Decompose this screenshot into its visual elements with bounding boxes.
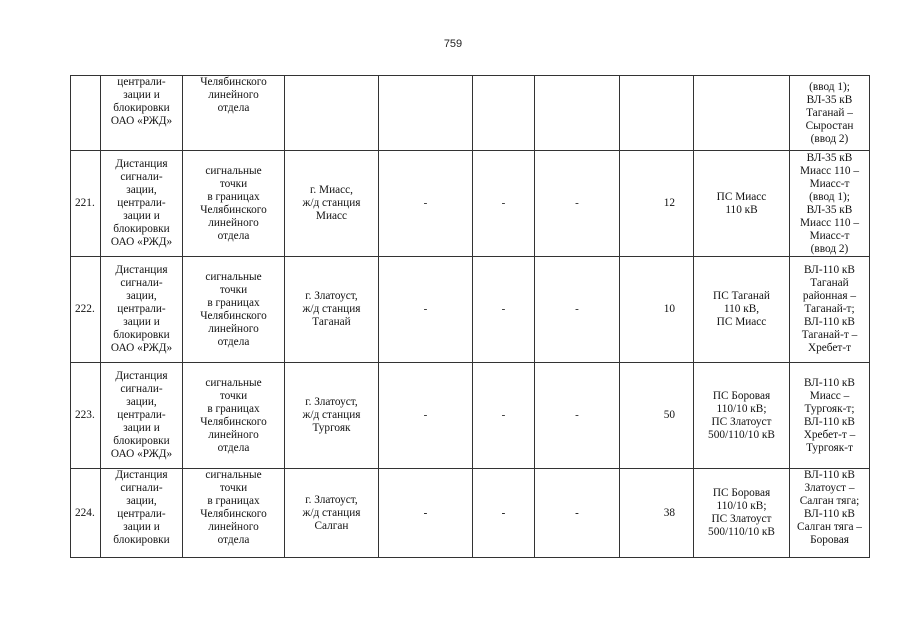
- dash-cell: -: [379, 363, 473, 469]
- object-cell: сигнальные точки в границах Челябинского линейного отдела: [183, 257, 285, 363]
- object-cell: сигнальные точки в границах Челябинского линейного отдела: [183, 151, 285, 257]
- table-row: [71, 363, 870, 469]
- substation-cell: ПС Боровая 110/10 кВ; ПС Златоуст 500/110/10 кВ: [694, 469, 790, 558]
- object-cell: Челябинского линейного отдела: [183, 76, 285, 151]
- dash-cell: -: [535, 363, 620, 469]
- dash-cell: -: [379, 469, 473, 558]
- location-cell: [285, 76, 379, 151]
- row-number: 223.: [71, 363, 101, 469]
- table-row: [71, 469, 870, 558]
- power-lines-cell: ВЛ-110 кВ Миасс – Тургояк-т; ВЛ-110 кВ Хребет-т – Тургояк-т: [790, 363, 870, 469]
- dash-cell: -: [379, 151, 473, 257]
- row-number: 221.: [71, 151, 101, 257]
- power-lines-cell: (ввод 1); ВЛ-35 кВ Таганай – Сыростан (ввод 2): [790, 76, 870, 151]
- dash-cell: [473, 76, 535, 151]
- dash-cell: -: [473, 469, 535, 558]
- organization-cell: Дистанция сигнали- зации, централи- зации и блокировки: [101, 469, 183, 558]
- dash-cell: -: [535, 151, 620, 257]
- dash-cell: [535, 76, 620, 151]
- value-cell: 50: [620, 363, 694, 469]
- substation-cell: [694, 76, 790, 151]
- power-lines-cell: ВЛ-110 кВ Таганай районная – Таганай-т; ВЛ-110 кВ Таганай-т – Хребет-т: [790, 257, 870, 363]
- dash-cell: -: [473, 257, 535, 363]
- dash-cell: [379, 76, 473, 151]
- value-cell: [620, 76, 694, 151]
- organization-cell: Дистанция сигнали- зации, централи- зации и блокировки ОАО «РЖД»: [101, 363, 183, 469]
- dash-cell: -: [379, 257, 473, 363]
- value-cell: 10: [620, 257, 694, 363]
- object-cell: сигнальные точки в границах Челябинского линейного отдела: [183, 469, 285, 558]
- table-row: [71, 257, 870, 363]
- row-number: 224.: [71, 469, 101, 558]
- power-lines-cell: ВЛ-35 кВ Миасс 110 – Миасс-т (ввод 1); ВЛ-35 кВ Миасс 110 – Миасс-т (ввод 2): [790, 151, 870, 257]
- location-cell: г. Златоуст, ж/д станция Таганай: [285, 257, 379, 363]
- location-cell: г. Златоуст, ж/д станция Салган: [285, 469, 379, 558]
- document-table: [70, 75, 870, 558]
- organization-cell: Дистанция сигнали- зации, централи- зации и блокировки ОАО «РЖД»: [101, 151, 183, 257]
- location-cell: г. Златоуст, ж/д станция Тургояк: [285, 363, 379, 469]
- substation-cell: ПС Боровая 110/10 кВ; ПС Златоуст 500/110/10 кВ: [694, 363, 790, 469]
- dash-cell: -: [535, 257, 620, 363]
- substation-cell: ПС Миасс 110 кВ: [694, 151, 790, 257]
- dash-cell: -: [535, 469, 620, 558]
- organization-cell: централи- зации и блокировки ОАО «РЖД»: [101, 76, 183, 151]
- page-number: 759: [443, 38, 463, 50]
- object-cell: сигнальные точки в границах Челябинского линейного отдела: [183, 363, 285, 469]
- table-row: [71, 151, 870, 257]
- value-cell: 12: [620, 151, 694, 257]
- dash-cell: -: [473, 151, 535, 257]
- row-number: [71, 76, 101, 151]
- table-row: [71, 76, 870, 151]
- value-cell: 38: [620, 469, 694, 558]
- organization-cell: Дистанция сигнали- зации, централи- зации и блокировки ОАО «РЖД»: [101, 257, 183, 363]
- dash-cell: -: [473, 363, 535, 469]
- row-number: 222.: [71, 257, 101, 363]
- power-lines-cell: ВЛ-110 кВ Златоуст – Салган тяга; ВЛ-110 кВ Салган тяга – Боровая: [790, 469, 870, 558]
- table-body: [71, 76, 870, 558]
- substation-cell: ПС Таганай 110 кВ, ПС Миасс: [694, 257, 790, 363]
- location-cell: г. Миасс, ж/д станция Миасс: [285, 151, 379, 257]
